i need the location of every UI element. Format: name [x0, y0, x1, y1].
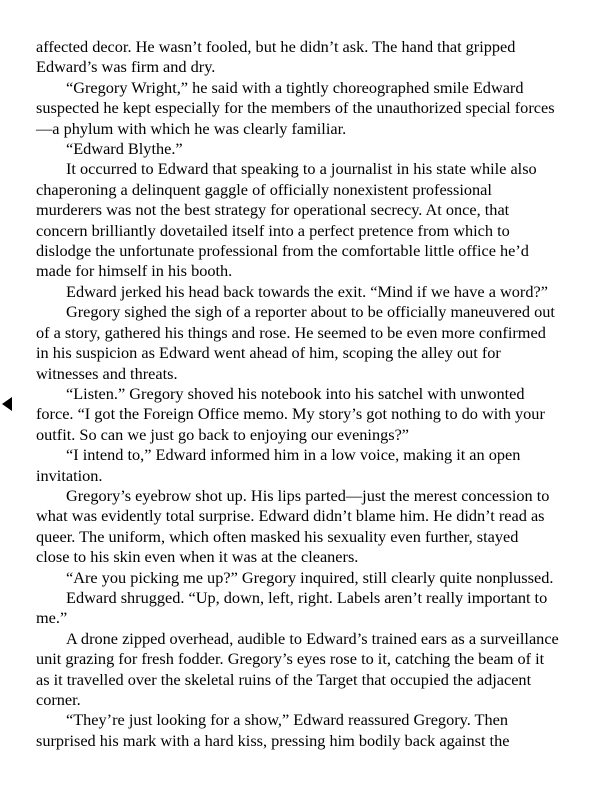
text-line: queer. The uniform, which often masked his sexuality even further, stayed	[36, 526, 519, 546]
text-line: “Are you picking me up?” Gregory inquired, still clearly quite nonplussed.	[66, 567, 554, 587]
text-line: “They’re just looking for a show,” Edward reassured Gregory. Then	[66, 710, 509, 730]
text-line: me.”	[36, 608, 68, 628]
text-line: chaperoning a delinquent gaggle of officially nonexistent professional	[36, 179, 492, 199]
text-line: Edward’s was firm and dry.	[36, 57, 216, 77]
text-line: surprised his mark with a hard kiss, pressing him bodily back against the	[36, 730, 510, 750]
text-line: made for himself in his booth.	[36, 261, 233, 281]
text-line: close to his skin even when it was at the cleaners.	[36, 547, 359, 567]
text-line: murderers was not the best strategy for operational secrecy. At once, that	[36, 200, 510, 220]
text-line: in his suspicion as Edward went ahead of him, scoping the alley out for	[36, 343, 501, 363]
text-line: outfit. So can we just go back to enjoying our evenings?”	[36, 424, 410, 444]
text-line: Edward jerked his head back towards the exit. “Mind if we have a word?”	[66, 281, 548, 301]
text-line: of a story, gathered his things and rose. He seemed to be even more confirmed	[36, 322, 546, 342]
previous-page-arrow-icon[interactable]	[2, 397, 12, 411]
text-line: —a phylum with which he was clearly familiar.	[36, 118, 347, 138]
text-line: affected decor. He wasn’t fooled, but he didn’t ask. The hand that gripped	[36, 37, 516, 56]
text-line: Edward shrugged. “Up, down, left, right. Labels aren’t really important to	[66, 587, 548, 607]
page-text	[36, 37, 586, 751]
text-line: It occurred to Edward that speaking to a journalist in his state while also	[66, 159, 537, 179]
text-line: witnesses and threats.	[36, 363, 178, 383]
text-line: “Edward Blythe.”	[66, 139, 183, 159]
text-line: unit grazing for fresh fodder. Gregory’s eyes rose to it, catching the beam of it	[36, 649, 545, 669]
text-line: “Listen.” Gregory shoved his notebook into his satchel with unwonted	[66, 383, 525, 403]
text-line: as it travelled over the skeletal ruins of the Target that occupied the adjacent	[36, 669, 532, 689]
text-line: “I intend to,” Edward informed him in a low voice, making it an open	[66, 445, 521, 465]
text-line: concern brilliantly dovetailed itself into a perfect pretence from which to	[36, 220, 510, 240]
text-line: “Gregory Wright,” he said with a tightly choreographed smile Edward	[66, 77, 524, 97]
text-line: Gregory sighed the sigh of a reporter about to be officially maneuvered out	[66, 302, 555, 322]
text-line: Gregory’s eyebrow shot up. His lips parted—just the merest concession to	[66, 485, 550, 505]
text-line: invitation.	[36, 465, 103, 485]
text-line: suspected he kept especially for the members of the unauthorized special forces	[36, 98, 555, 118]
text-line: force. “I got the Foreign Office memo. My story’s got nothing to do with your	[36, 404, 545, 424]
text-line: corner.	[36, 690, 81, 709]
text-line: A drone zipped overhead, audible to Edward’s trained ears as a surveillance	[66, 628, 559, 648]
text-line: dislodge the unfortunate professional from the comfortable little office he’d	[36, 241, 529, 261]
text-line: what was evidently total surprise. Edward didn’t blame him. He didn’t read as	[36, 506, 545, 526]
